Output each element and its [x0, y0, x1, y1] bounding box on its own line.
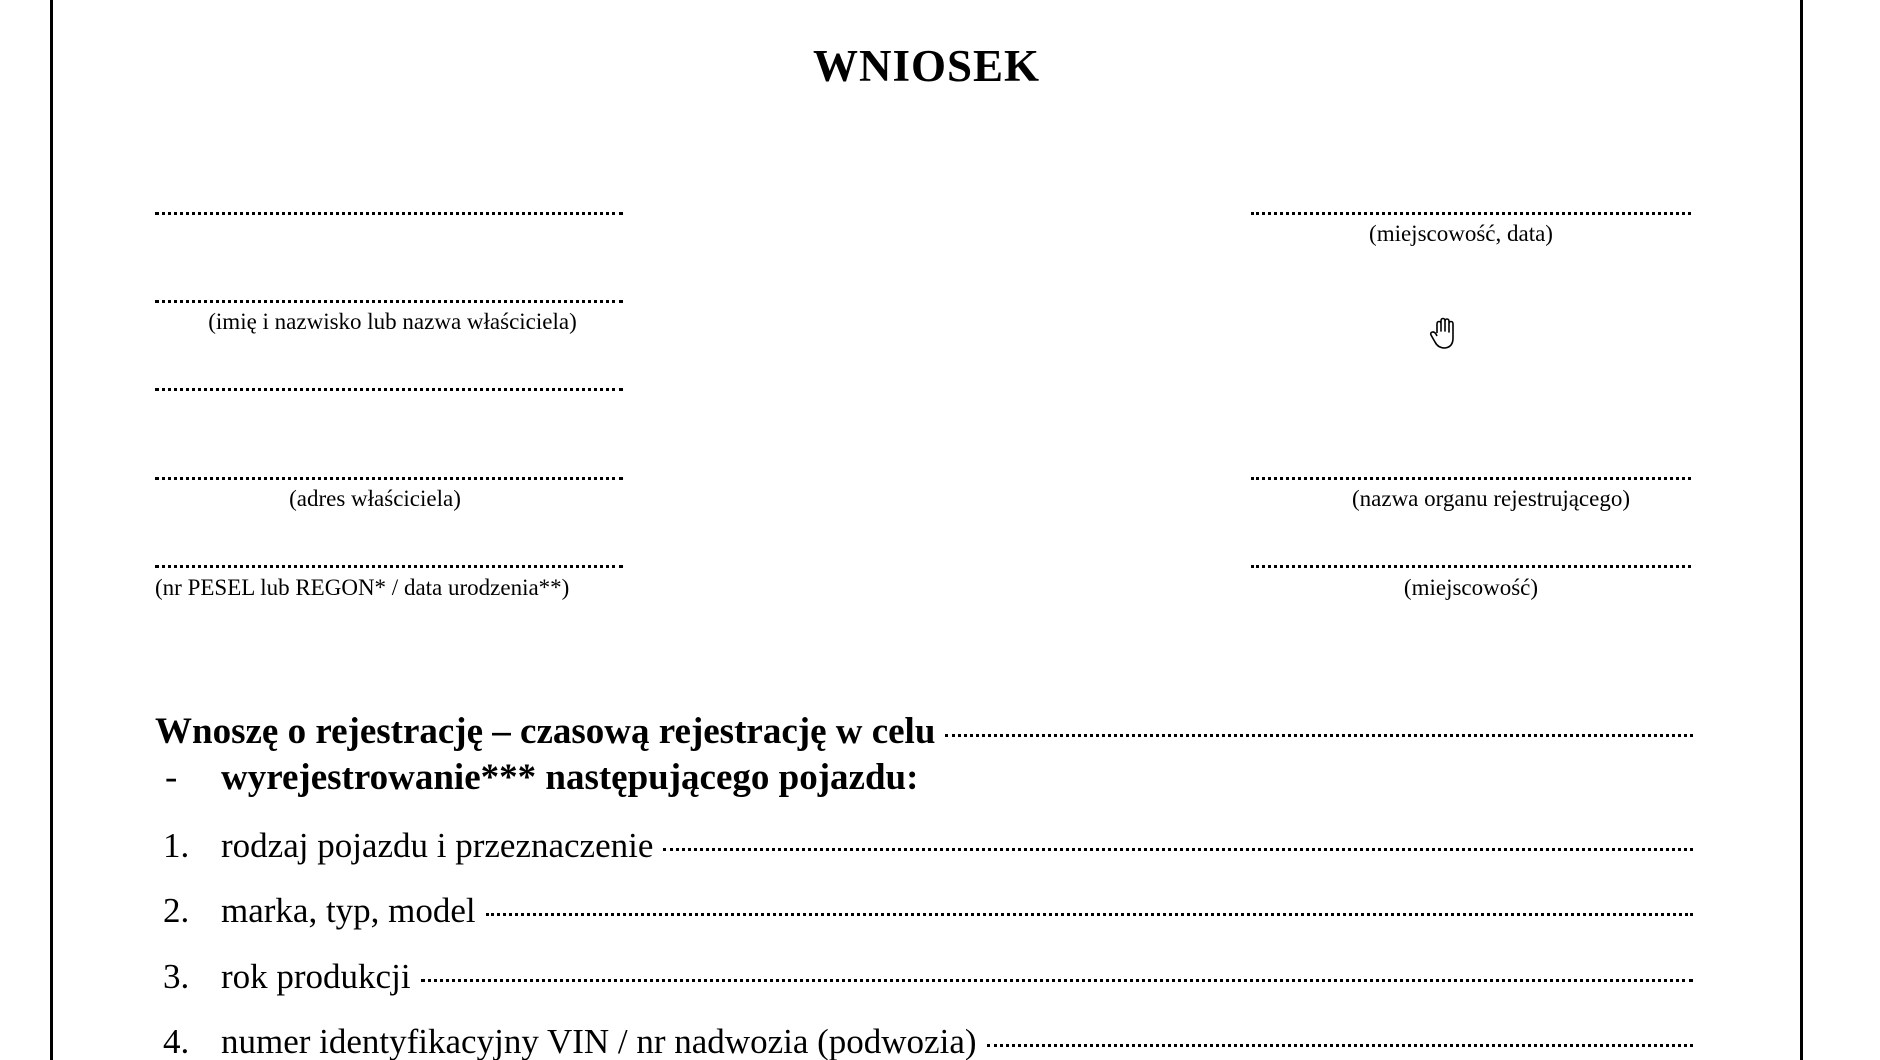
make-type-model-field[interactable]	[486, 913, 1693, 916]
vin-number-field[interactable]	[987, 1044, 1693, 1047]
vehicle-item-3	[163, 957, 1693, 997]
locality-caption: (miejscowość)	[1403, 575, 1539, 600]
owner-name-caption: (imię i nazwisko lub nazwa właściciela)	[208, 309, 577, 334]
deregistration-text: wyrejestrowanie*** następującego pojazdu:	[221, 757, 919, 798]
request-line	[155, 710, 1693, 753]
registering-authority-caption: (nazwa organu rejestrującego)	[1352, 486, 1630, 511]
item-number: 4.	[163, 1022, 190, 1060]
place-date-line[interactable]	[1251, 202, 1691, 215]
item-number: 2.	[163, 891, 190, 930]
form-title: WNIOSEK	[812, 41, 1041, 91]
item-label: numer identyfikacyjny VIN / nr nadwozia (podwozia)	[221, 1022, 977, 1060]
place-date-caption: (miejscowość, data)	[1369, 221, 1553, 246]
pesel-regon-caption: (nr PESEL lub REGON* / data urodzenia**)	[155, 575, 570, 600]
item-label: marka, typ, model	[221, 891, 476, 930]
vehicle-item-1	[163, 826, 1693, 866]
owner-address-line-1[interactable]	[155, 378, 623, 391]
owner-address-caption: (adres właściciela)	[289, 486, 461, 511]
deregistration-line	[155, 756, 918, 799]
hand-cursor-icon	[1428, 316, 1462, 352]
owner-name-line-2[interactable]	[155, 290, 623, 303]
item-label: rok produkcji	[221, 957, 411, 996]
registering-authority-line[interactable]	[1251, 467, 1691, 480]
page-border-right	[1800, 0, 1803, 1060]
request-text: Wnoszę o rejestrację – czasową rejestrację w celu	[155, 711, 936, 752]
page-border-left	[50, 0, 53, 1060]
owner-address-line-2[interactable]	[155, 467, 623, 480]
deregistration-dash: -	[165, 757, 178, 798]
item-number: 3.	[163, 957, 190, 996]
production-year-field[interactable]	[421, 979, 1693, 982]
pesel-regon-line[interactable]	[155, 555, 623, 568]
item-number: 1.	[163, 826, 190, 865]
owner-name-line-1[interactable]	[155, 202, 623, 215]
request-purpose-field[interactable]	[945, 734, 1693, 737]
vehicle-item-2	[163, 891, 1693, 931]
vehicle-type-field[interactable]	[663, 848, 1693, 851]
item-label: rodzaj pojazdu i przeznaczenie	[221, 826, 654, 865]
vehicle-item-4	[163, 1022, 1693, 1060]
locality-line[interactable]	[1251, 555, 1691, 568]
